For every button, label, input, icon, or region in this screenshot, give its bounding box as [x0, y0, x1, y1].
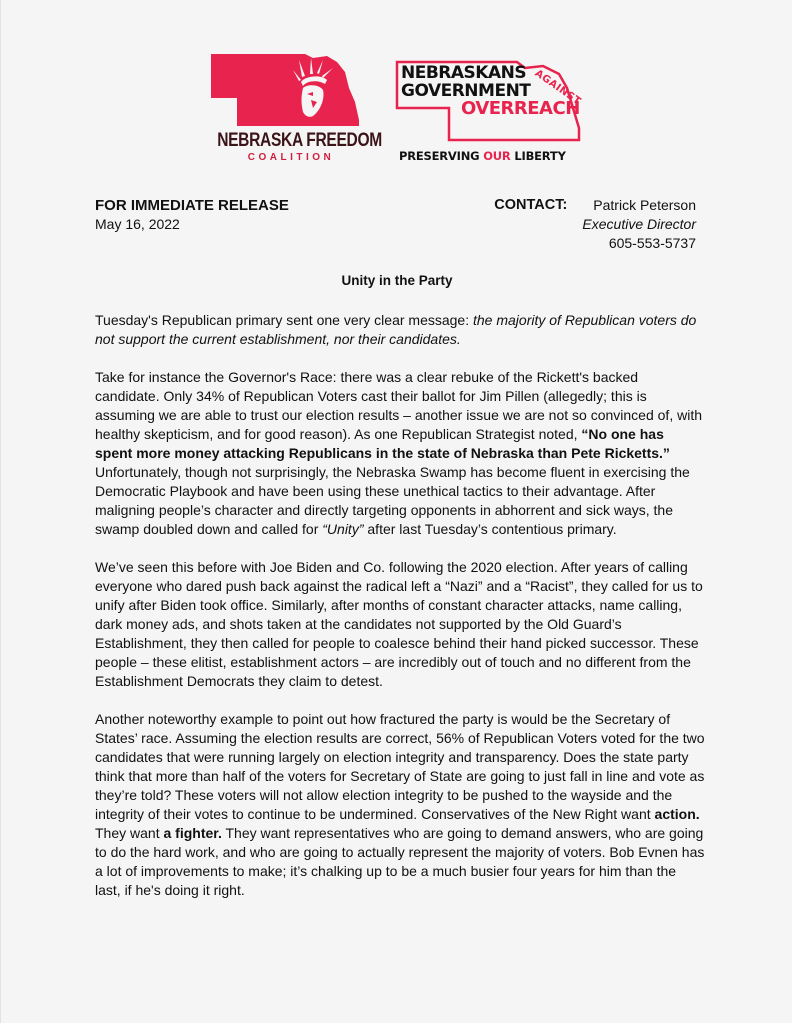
document-body	[95, 311, 705, 919]
release-label: FOR IMMEDIATE RELEASE	[95, 197, 289, 214]
contact-title: Executive Director	[582, 216, 696, 232]
nebraskans-against-overreach-logo	[393, 58, 603, 168]
p1-italic-text: the majority of Republican voters do not support the current establishment, nor their candidates.	[95, 312, 697, 347]
p2-text-a: Take for instance the Governor's Race: there was a clear rebuke of the Rickett's backed candidate. Only 34% of Republican Voters cast their ballot for Jim Pillen (allegedly; this is assuming we are able to trust our election results – another issue we are not so convinced of, with healthy skepticism, and for good reason). As one Republican Strategist noted,	[95, 369, 702, 442]
release-date: May 16, 2022	[95, 216, 180, 232]
p2-text-e: after last Tuesday’s contentious primary.	[363, 521, 617, 537]
p4-text-e: They want representatives who are going to demand answers, who are going to do the hard work, and who are going to actually represent the majority of voters. Bob Evnen has a lot of improvements to make; it’s chalking up to be a much busier four years for him than the last, if he's doing it right.	[95, 825, 705, 898]
p4-text-c: They want	[95, 825, 164, 841]
p2-italic-unity: “Unity”	[322, 521, 364, 537]
ngo-logo-line2: GOVERNMENT	[401, 81, 531, 101]
contact-phone: 605-553-5737	[608, 235, 696, 251]
p2-text-c: Unfortunately, though not surprisingly, the Nebraska Swamp has become fluent in exercising the Democratic Playbook and have been using these unethical tactics to their advantage. After maligning people’s character and directly targeting opponents in abhorrent and sick ways, the swamp doubled down and called for	[95, 464, 690, 537]
nfc-logo-subtitle: COALITION	[247, 152, 335, 163]
contact-name: Patrick Peterson	[593, 197, 696, 213]
p2-bold-quote: “No one has spent more money attacking Republicans in the state of Nebraska than Pete Ricketts.”	[95, 426, 670, 461]
nebraska-freedom-coalition-logo	[201, 52, 381, 167]
nebraska-liberty-icon	[209, 52, 369, 128]
contact-label: CONTACT:	[494, 197, 568, 213]
paragraph-4	[95, 710, 705, 900]
ngo-logo-line3: OVERREACH	[461, 98, 580, 119]
paragraph-1	[95, 311, 705, 349]
p4-text-a: Another noteworthy example to point out how fractured the party is would be the Secretary of States’ race. Assuming the election results are correct, 56% of Republican Voters voted for the two candidates that were running largely on election integrity and transparency. Does the state party think that more than half of the voters for Secretary of State are going to just fall in line and vote as they’re told? These voters will not allow election integrity to be pushed to the wayside and the integrity of their votes to continue to be undermined. Conservatives of the New Right want	[95, 711, 705, 822]
ngo-logo-tagline	[399, 149, 566, 163]
ngo-logo-against: AGAINST	[532, 68, 583, 108]
nfc-logo-title: NEBRASKA FREEDOM	[217, 130, 382, 151]
release-info	[95, 196, 289, 234]
contact-block	[494, 196, 696, 253]
logo-header	[1, 52, 792, 172]
paragraph-3: We’ve seen this before with Joe Biden and Co. following the 2020 election. After years of calling everyone who dared push back against the radical left a “Nazi” and a “Racist”, they called for us to unify after Biden took office. Similarly, after months of constant character attacks, name calling, dark money ads, and shots taken at the candidates not supported by the Old Guard’s Establishment, they then called for people to coalesce behind their hand picked successor. These people – these elitist, establishment actors – are incredibly out of touch and no different from the Establishment Democrats they claim to detest.	[95, 559, 703, 689]
p4-bold-fighter: a fighter.	[163, 825, 222, 841]
tagline-our: OUR	[483, 149, 511, 163]
tagline-part3: LIBERTY	[510, 149, 566, 163]
tagline-part1: PRESERVING	[399, 149, 484, 163]
p1-text: Tuesday's Republican primary sent one very clear message:	[95, 312, 473, 328]
paragraph-2	[95, 368, 705, 539]
p4-bold-action: action.	[654, 806, 700, 822]
ngo-logo-line1: NEBRASKANS	[401, 63, 527, 83]
document-title: Unity in the Party	[341, 273, 453, 288]
